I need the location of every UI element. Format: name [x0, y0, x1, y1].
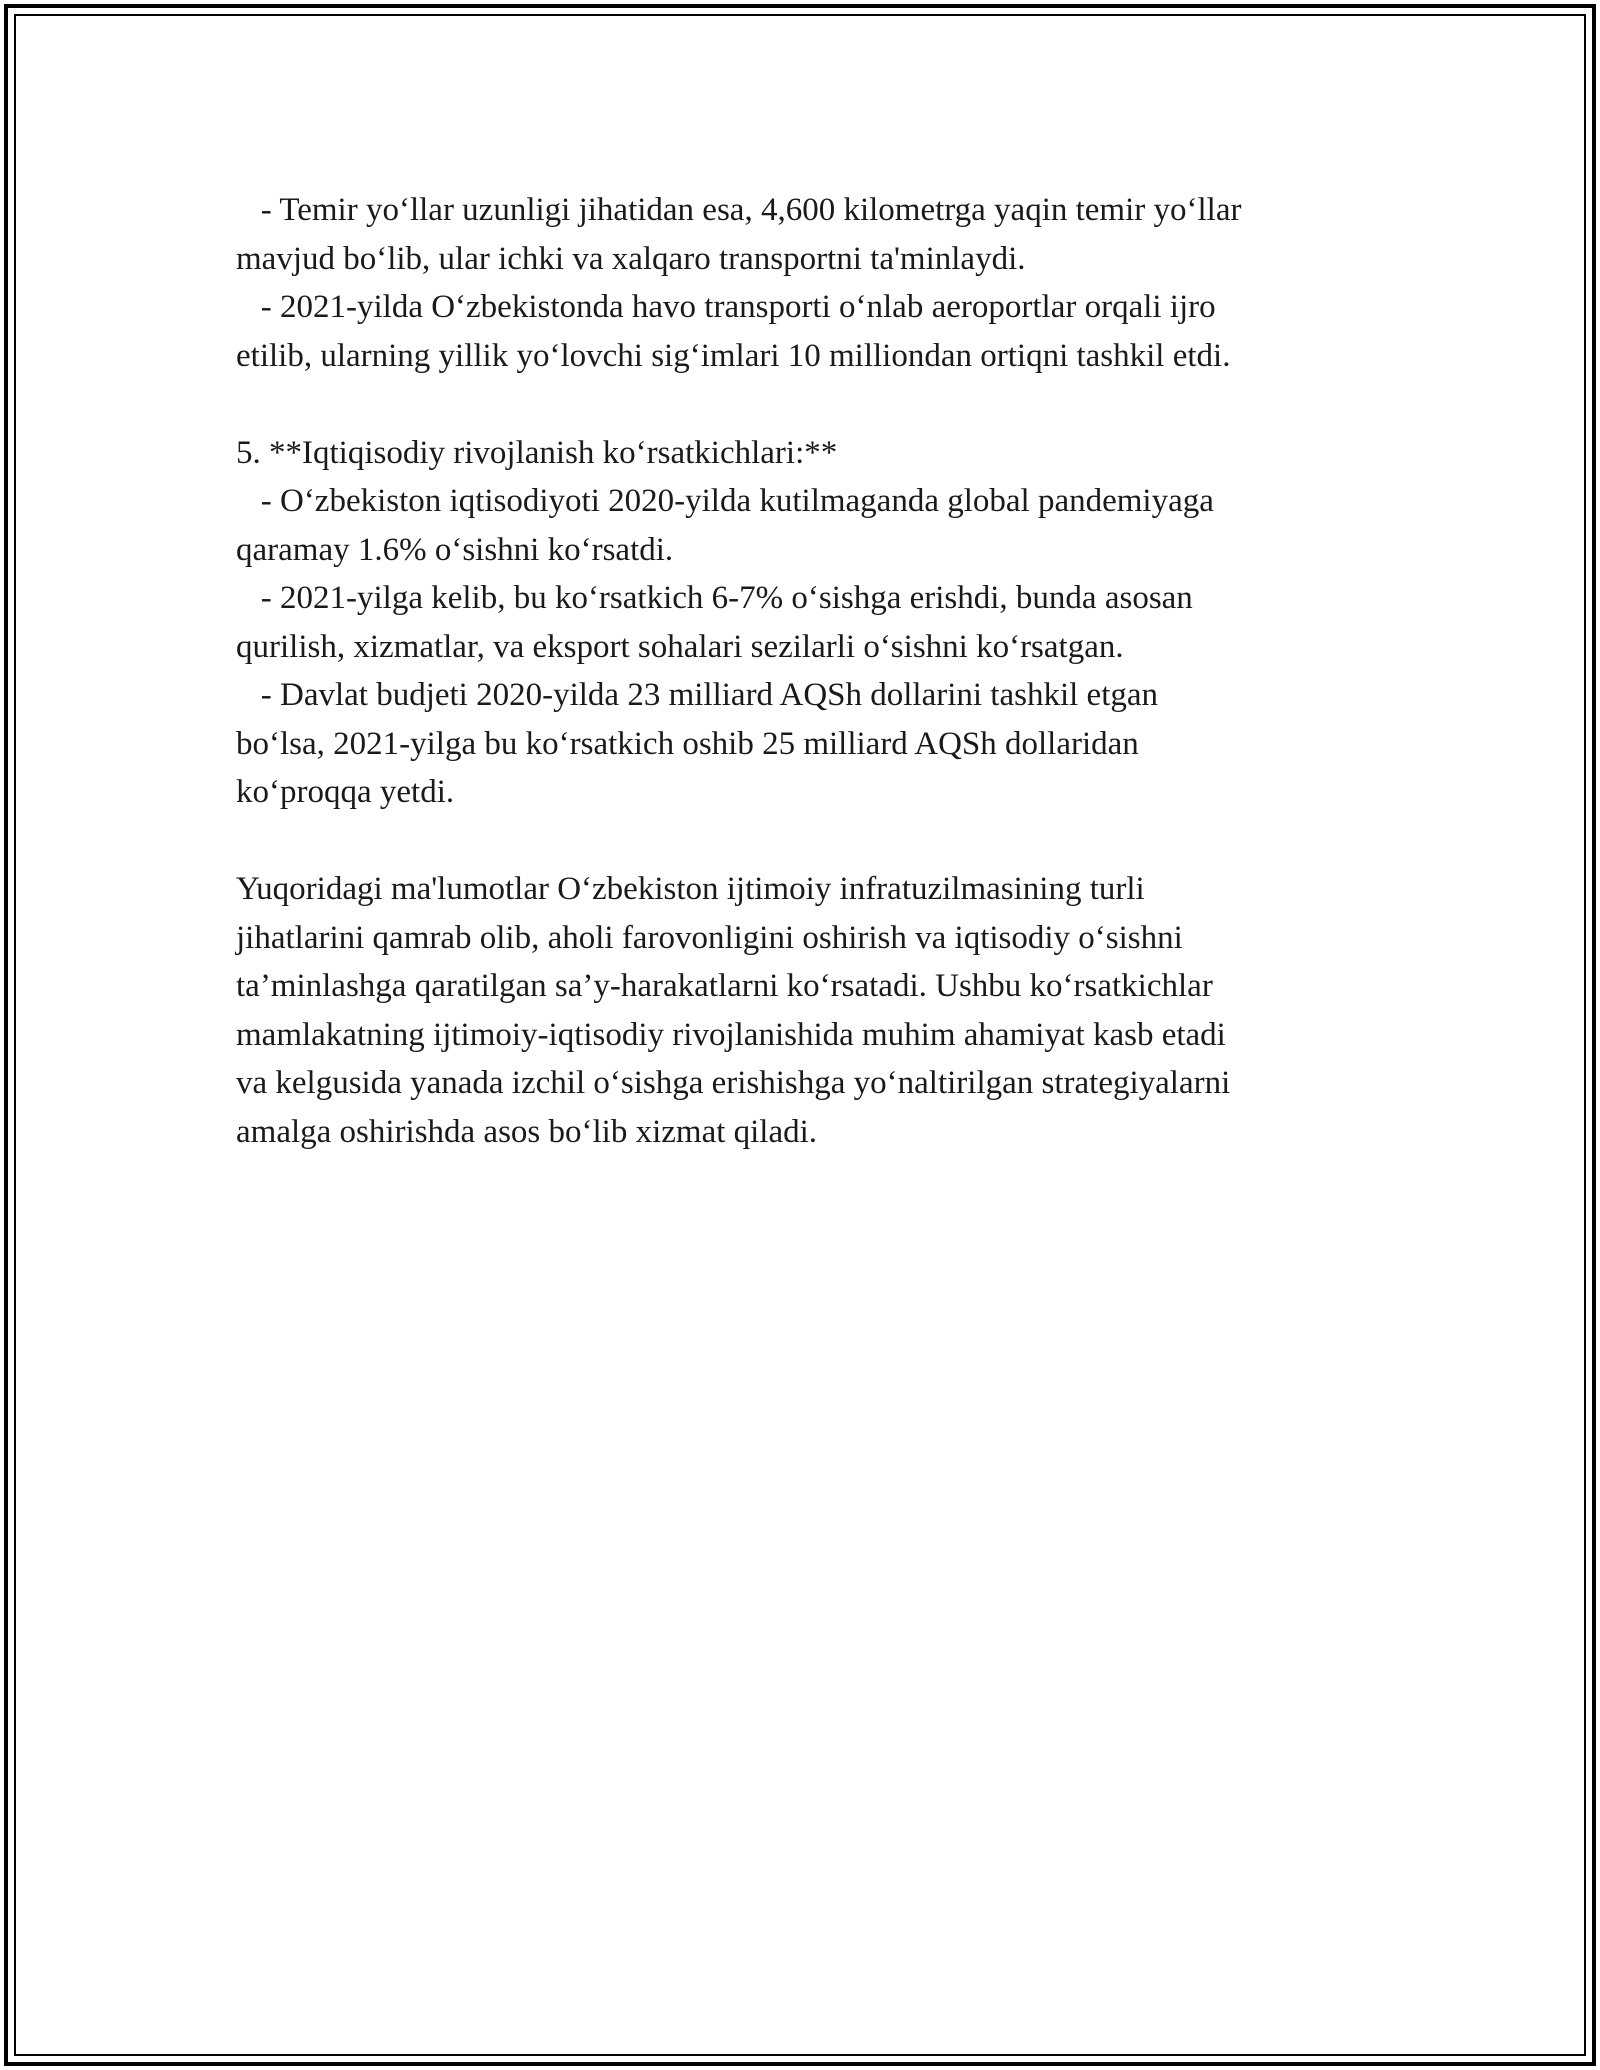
text-line: Yuqoridagi ma'lumotlar O‘zbekiston ijtimoiy infratuzilmasining turli: [236, 871, 1145, 907]
text-line: ta’minlashga qaratilgan sa’y-harakatlarni ko‘rsatadi. Ushbu ko‘rsatkichlar: [236, 968, 1213, 1004]
text-line: - O‘zbekiston iqtisodiyoti 2020-yilda kutilmaganda global pandemiyaga: [236, 483, 1214, 519]
section-heading: 5. **Iqtiqisodiy rivojlanish ko‘rsatkichlari:**: [236, 434, 838, 471]
paragraph-gap: [236, 380, 1436, 429]
text-line: etilib, ularning yillik yo‘lovchi sig‘imlari 10 milliondan ortiqni tashkil etdi.: [236, 337, 1231, 374]
text-line: jihatlarini qamrab olib, aholi farovonligini oshirish va iqtisodiy o‘sishni: [236, 919, 1183, 956]
text-line: va kelgusida yanada izchil o‘sishga erishishga yo‘naltirilgan strategiyalarni: [236, 1065, 1231, 1101]
text-line: - 2021-yilda O‘zbekistonda havo transporti o‘nlab aeroportlar orqali ijro: [236, 289, 1216, 325]
text-line: amalga oshirishda asos bo‘lib xizmat qiladi.: [236, 1113, 818, 1150]
text-line: ko‘proqqa yetdi.: [236, 774, 455, 810]
text-line: - Temir yo‘llar uzunligi jihatidan esa, 4,600 kilometrga yaqin temir yo‘llar: [236, 192, 1242, 228]
document-body: [236, 186, 1436, 1156]
paragraph-gap: [236, 817, 1436, 866]
text-line: - Davlat budjeti 2020-yilda 23 milliard AQSh dollarini tashkil etgan: [236, 677, 1159, 713]
text-line: bo‘lsa, 2021-yilga bu ko‘rsatkich oshib 25 milliard AQSh dollaridan: [236, 725, 1139, 762]
text-line: qaramay 1.6% o‘sishni ko‘rsatdi.: [236, 531, 674, 568]
text-line: - 2021-yilga kelib, bu ko‘rsatkich 6-7% o‘sishga erishdi, bunda asosan: [236, 580, 1193, 616]
text-line: qurilish, xizmatlar, va eksport sohalari sezilarli o‘sishni ko‘rsatgan.: [236, 628, 1124, 665]
text-line: mamlakatning ijtimoiy-iqtisodiy rivojlanishida muhim ahamiyat kasb etadi: [236, 1016, 1226, 1053]
text-line: mavjud bo‘lib, ular ichki va xalqaro transportni ta'minlaydi.: [236, 240, 1026, 277]
